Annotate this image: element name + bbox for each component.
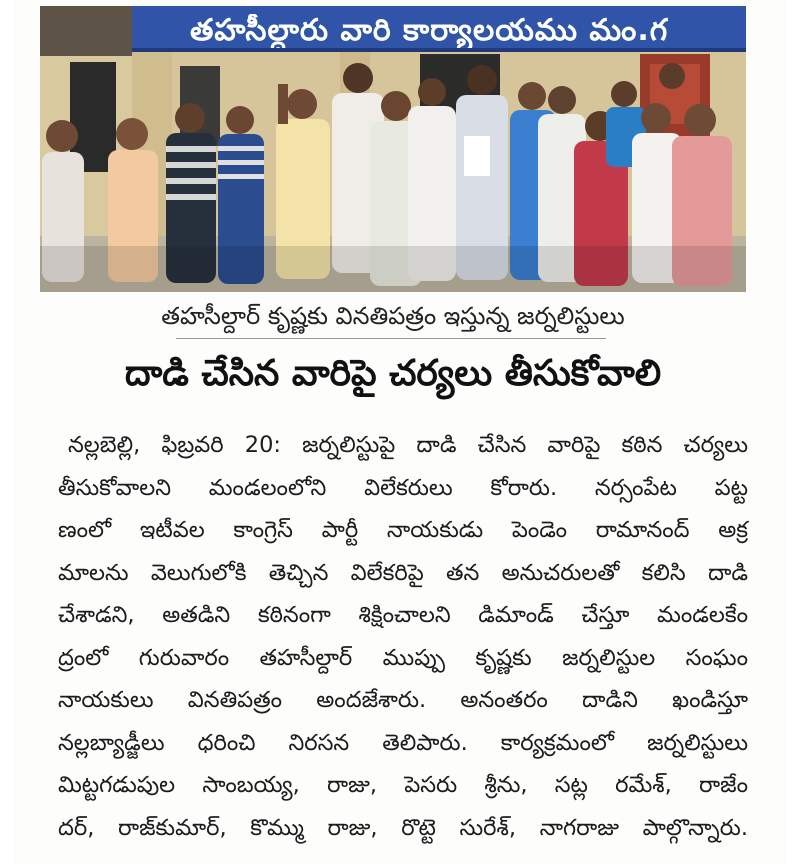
news-photo <box>40 6 746 292</box>
body-line: నల్లబెల్లి, ఫిబ్రవరి 20: జర్నలిస్టుపై దాడి చేసిన వారిపై కఠిన చర్యలు <box>68 432 748 458</box>
photo-caption: తహసీల్దార్ కృష్ణకు వినతిపత్రం ఇస్తున్న జర్నలిస్టులు <box>161 302 625 330</box>
body-line: తీసుకోవాలని మండలంలోని విలేకరులు కోరారు. నర్సంపేట పట్ట <box>58 474 748 501</box>
body-line: నాయకులు వినతిపత్రం అందజేశారు. అనంతరం దాడిని ఖండిస్తూ <box>58 687 748 713</box>
body-line: చేశాడని, అతడిని కఠినంగా శిక్షించాలని డిమాండ్ చేస్తూ మండలకేం <box>58 602 748 628</box>
body-line: నల్లబ్యాడ్జీలు ధరించి నిరసన తెలిపారు. కార్యక్రమంలో జర్నలిస్టులు <box>58 729 748 756</box>
article-headline: దాడి చేసిన వారిపై చర్యలు తీసుకోవాలి <box>124 353 662 394</box>
group-photo-illustration <box>40 6 746 292</box>
body-line: దర్, రాజ్‌కుమార్, కొమ్ము రాజు, రొట్టె సురేశ్, నాగరాజు పాల్గొన్నారు. <box>58 814 748 841</box>
office-sign-text: తహసీల్దారు వారి కార్యాలయము మం.గ <box>190 14 669 48</box>
body-line: మాలను వెలుగులోకి తెచ్చిన విలేకరిపై తన అనుచరులతో కలిసి దాడి <box>58 559 748 586</box>
body-line: ణంలో ఇటీవల కాంగ్రెస్ పార్టీ నాయకుడు పెండెం రామానంద్ అక్ర <box>58 517 748 543</box>
body-line: మిట్టగడుపుల సాంబయ్య, రాజు, పెసరు శ్రీను, సట్ల రమేశ్, రాజేం <box>58 772 748 798</box>
caption-divider <box>176 338 606 339</box>
article-body <box>58 424 748 849</box>
body-line: ద్రంలో గురువారం తహసీల్దార్ ముప్పు కృష్ణకు జర్నలిస్టుల సంఘం <box>58 644 748 671</box>
